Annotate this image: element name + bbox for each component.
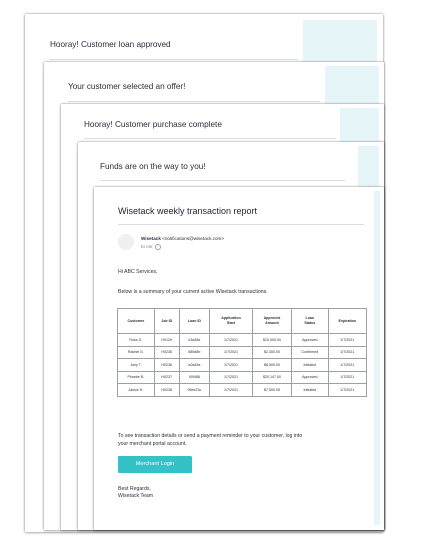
notification-subject-3: Hooray! Customer purchase complete	[84, 120, 222, 129]
table-cell: 1/7/2021	[210, 371, 253, 384]
table-cell: k3a48e	[179, 334, 210, 347]
column-header-text: Approved	[263, 316, 281, 321]
outro-text-line-1: To see transaction details or send a payment reminder to your customer, log into	[118, 433, 303, 439]
column-header-text: Customer	[127, 318, 145, 323]
outro-text-line-2: your merchant portal account.	[118, 441, 187, 447]
column-header-text: Amount	[265, 321, 279, 325]
column-header-text: Status	[304, 321, 316, 325]
table-cell: H0236	[154, 359, 179, 372]
signoff-line-2: Wisetack Team	[118, 493, 154, 499]
greeting: Hi ABC Services,	[118, 269, 158, 275]
transactions-table	[117, 308, 367, 397]
divider	[118, 224, 364, 225]
merchant-login-button[interactable]: Merchant Login	[118, 456, 192, 473]
notification-subject-4: Funds are on the way to you!	[100, 162, 206, 171]
column-header-text: Start	[226, 321, 236, 325]
table-cell: k0a49a	[179, 359, 210, 372]
divider	[50, 59, 298, 60]
table-cell: 1/7/2021	[210, 334, 253, 347]
table-cell: Phoebe B.	[118, 371, 155, 384]
column-header	[328, 309, 367, 334]
sender-name: Wisetack	[141, 236, 161, 241]
sender-email: <notifications@wisetack.com>	[162, 236, 225, 241]
table-cell: $20,147.00	[252, 371, 291, 384]
notification-subject-2: Your customer selected an offer!	[68, 82, 186, 91]
table-cell: $7,500.09	[252, 384, 291, 397]
table-cell: Janice H.	[118, 384, 155, 397]
table-cell: H0238	[154, 384, 179, 397]
divider	[100, 180, 345, 181]
table-cell: 889a5b	[179, 346, 210, 359]
intro-text: Below is a summary of your current active Wisetack transactions.	[118, 289, 268, 295]
table-cell: 99ee23c	[179, 384, 210, 397]
table-cell: H0236	[154, 346, 179, 359]
table-cell: H0237	[154, 371, 179, 384]
table-cell: Confirmed	[292, 346, 328, 359]
table-cell: 1/7/2021	[210, 346, 253, 359]
table-cell: 1/7/2021	[328, 346, 367, 359]
table-cell: 1/7/2021	[328, 384, 367, 397]
to-me-label: to me	[141, 244, 153, 250]
dropdown-icon[interactable]	[155, 244, 161, 250]
table-cell: $10,000.00	[252, 334, 291, 347]
divider	[84, 138, 336, 139]
column-header	[210, 309, 253, 334]
table-row	[118, 346, 367, 359]
signoff-line-1: Best Regards,	[118, 486, 151, 492]
table-cell: $2,300.00	[252, 346, 291, 359]
table-cell: Ross G.	[118, 334, 155, 347]
column-header-text: Expiration	[338, 318, 357, 323]
table-cell: 1/7/2021	[210, 359, 253, 372]
table-cell: Approved	[292, 371, 328, 384]
table-cell: Initiated	[292, 384, 328, 397]
table-cell: Approved	[292, 334, 328, 347]
table-cell: 1/7/2021	[328, 359, 367, 372]
sender-avatar	[118, 234, 134, 250]
table-header-row	[118, 309, 367, 334]
email-subject: Wisetack weekly transaction report	[118, 206, 258, 216]
table-cell: H012h	[154, 334, 179, 347]
column-header-text: Loan	[305, 316, 315, 321]
front-sheet-tint	[374, 191, 380, 525]
table-cell: 1/7/2021	[328, 334, 367, 347]
column-header-text: Loan ID	[187, 318, 202, 323]
table-row	[118, 384, 367, 397]
column-header	[154, 309, 179, 334]
column-header	[252, 309, 291, 334]
table-cell: 1/7/2021	[210, 384, 253, 397]
table-cell: 1/7/2021	[328, 371, 367, 384]
table-cell: Rachel G.	[118, 346, 155, 359]
sender-line	[141, 236, 224, 241]
table-row	[118, 334, 367, 347]
column-header-text: Application	[221, 316, 241, 321]
table-row	[118, 359, 367, 372]
table-cell: 90f488	[179, 371, 210, 384]
column-header	[292, 309, 328, 334]
table-cell: Initiated	[292, 359, 328, 372]
notification-subject-1: Hooray! Customer loan approved	[50, 40, 171, 49]
column-header-text: Job ID	[161, 318, 173, 323]
table-cell: Joey T.	[118, 359, 155, 372]
recipient-line	[141, 244, 161, 250]
table-cell: $8,500.00	[252, 359, 291, 372]
column-header	[118, 309, 155, 334]
column-header	[179, 309, 210, 334]
divider	[68, 101, 320, 102]
table-row	[118, 371, 367, 384]
